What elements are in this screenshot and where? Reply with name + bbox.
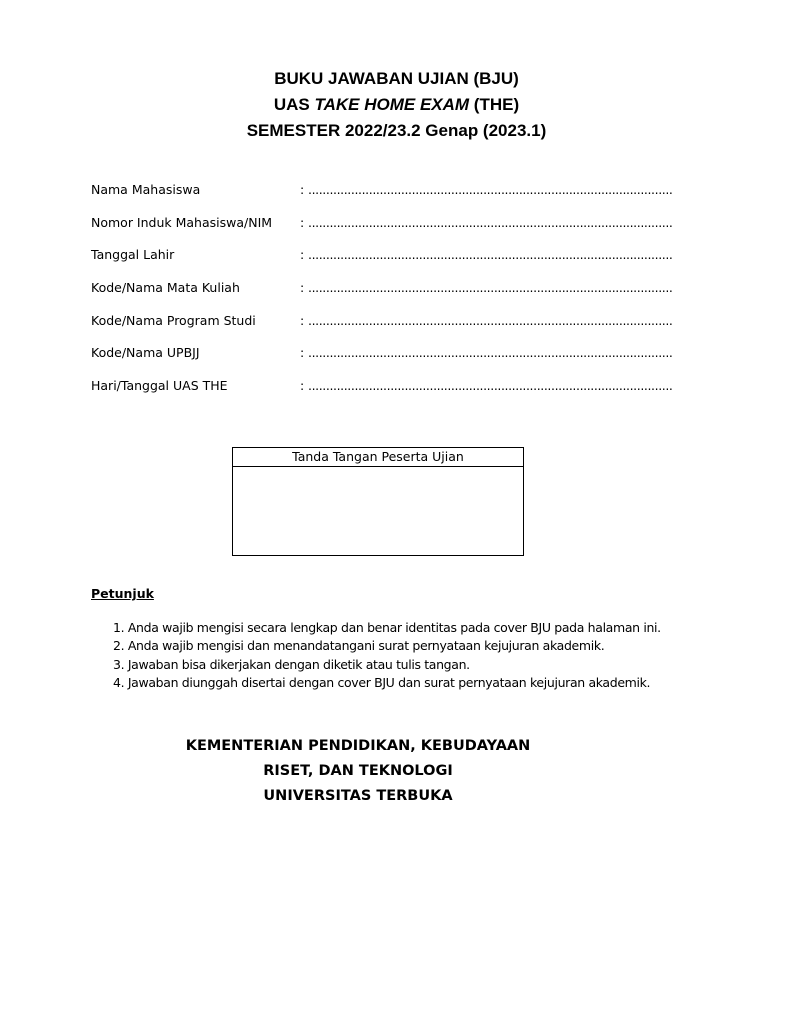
header-exam-suffix: (THE) xyxy=(469,95,520,114)
instructions-title: Petunjuk xyxy=(91,586,154,601)
field-row-upbjj xyxy=(91,343,673,376)
field-row-hari-tanggal xyxy=(91,376,673,409)
field-row-nim xyxy=(91,213,673,246)
identity-fields xyxy=(91,180,673,409)
field-label: Kode/Nama UPBJJ xyxy=(91,345,200,361)
footer-university: UNIVERSITAS TERBUKA xyxy=(263,788,453,804)
header-exam-italic: TAKE HOME EXAM xyxy=(314,95,470,114)
instruction-item: 2. Anda wajib mengisi dan menandatangani surat pernyataan kejujuran akademik. xyxy=(113,638,605,654)
field-blank[interactable]: ...................................................................................................... xyxy=(308,247,673,263)
footer-ministry: KEMENTERIAN PENDIDIKAN, KEBUDAYAAN xyxy=(185,738,531,754)
header-semester: SEMESTER 2022/23.2 Genap (2023.1) xyxy=(246,121,547,140)
field-blank[interactable]: ...................................................................................................... xyxy=(308,214,673,230)
document-header xyxy=(0,66,793,144)
header-exam-prefix: UAS xyxy=(273,95,315,114)
field-label: Hari/Tanggal UAS THE xyxy=(91,378,228,394)
field-label: Nama Mahasiswa xyxy=(91,182,201,197)
signature-title: Tanda Tangan Peserta Ujian xyxy=(233,448,523,467)
field-blank[interactable]: ...................................................................................................... xyxy=(308,280,673,296)
header-exam-type xyxy=(0,92,793,118)
signature-area[interactable] xyxy=(233,467,523,555)
field-colon: : xyxy=(300,378,305,394)
field-label: Nomor Induk Mahasiswa/NIM xyxy=(91,214,273,230)
field-blank[interactable]: ...................................................................................................... xyxy=(308,182,673,197)
field-blank[interactable]: ...................................................................................................... xyxy=(308,345,673,361)
field-label: Kode/Nama Mata Kuliah xyxy=(91,280,240,296)
institution-footer xyxy=(0,734,716,809)
field-row-program-studi xyxy=(91,311,673,344)
field-row-mata-kuliah xyxy=(91,278,673,311)
field-row-nama xyxy=(91,180,673,213)
instruction-item: 3. Jawaban bisa dikerjakan dengan diketik atau tulis tangan. xyxy=(113,656,470,672)
field-label: Tanggal Lahir xyxy=(91,247,175,263)
field-colon: : xyxy=(300,345,305,361)
signature-box xyxy=(232,447,524,556)
field-blank[interactable]: ...................................................................................................... xyxy=(308,312,673,328)
field-colon: : xyxy=(300,312,305,328)
field-row-tanggal-lahir xyxy=(91,245,673,278)
instruction-item: 4. Jawaban diunggah disertai dengan cover BJU dan surat pernyataan kejujuran akademik. xyxy=(113,674,651,690)
instructions-list xyxy=(113,619,661,692)
field-colon: : xyxy=(300,247,305,263)
field-colon: : xyxy=(300,182,305,197)
field-label: Kode/Nama Program Studi xyxy=(91,312,256,328)
footer-ministry-cont: RISET, DAN TEKNOLOGI xyxy=(263,763,453,779)
field-colon: : xyxy=(300,214,305,230)
field-colon: : xyxy=(300,280,305,296)
instruction-item: 1. Anda wajib mengisi secara lengkap dan benar identitas pada cover BJU pada halaman ini. xyxy=(113,620,661,635)
header-title: BUKU JAWABAN UJIAN (BJU) xyxy=(274,69,519,88)
field-blank[interactable]: ...................................................................................................... xyxy=(308,378,673,394)
